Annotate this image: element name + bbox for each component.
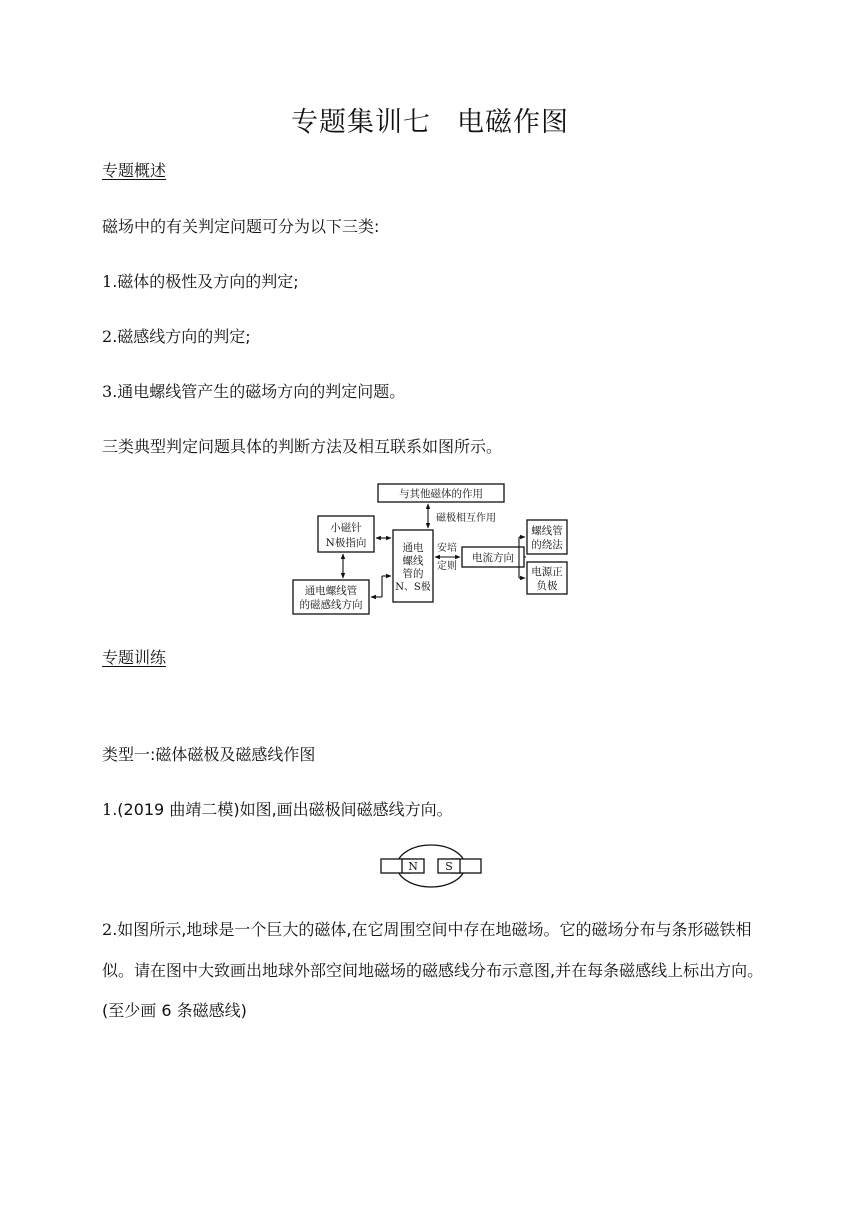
item-text: .磁感线方向的判定; (112, 327, 251, 346)
item-number: 1 (102, 272, 113, 291)
text-poles-4: N、S极 (395, 582, 431, 593)
text-compass-2: N极指向 (325, 537, 367, 549)
text-source-2: 负极 (536, 580, 558, 592)
n-pole-label: N (408, 860, 418, 873)
text-current: 电流方向 (472, 552, 514, 564)
question-2-line-2: 似。请在图中大致画出地球外部空间地磁场的磁感线分布示意图,并在每条磁感线上标出方向。 (102, 961, 764, 980)
overview-item-3 (102, 379, 405, 402)
text-poles-2: 螺线 (402, 555, 424, 567)
text-ampere-2: 定则 (437, 561, 457, 572)
text-other-magnet: 与其他磁体的作用 (399, 488, 483, 500)
question-1 (102, 797, 453, 820)
text-poles-1: 通电 (402, 542, 424, 554)
overview-intro: 磁场中的有关判定问题可分为以下三类: (102, 217, 380, 236)
text-ampere-1: 安培 (437, 543, 457, 554)
question-2-line-1 (102, 917, 751, 940)
overview-item-1 (102, 269, 299, 292)
overview-summary: 三类典型判定问题具体的判断方法及相互联系如图所示。 (102, 437, 503, 456)
text-compass-1: 小磁针 (330, 522, 362, 534)
text-source-1: 电源正 (531, 566, 563, 578)
overview-heading: 专题概述 (102, 161, 167, 180)
text-interaction: 磁极相互作用 (436, 513, 496, 524)
question-2-line-3: (至少画 6 条磁感线) (102, 1001, 247, 1020)
question-text: .如图所示,地球是一个巨大的磁体,在它周围空间中存在地磁场。它的磁场分布与条形磁铁相 (112, 920, 752, 939)
s-pole-label: S (445, 860, 453, 873)
overview-item-2 (102, 324, 251, 347)
relationship-flowchart (290, 480, 572, 618)
item-text: .磁体的极性及方向的判定; (112, 272, 299, 291)
text-poles-3: 管的 (402, 568, 424, 580)
text-winding-2: 的绕法 (531, 539, 563, 551)
question-number: 1 (102, 800, 113, 819)
item-number: 2 (102, 327, 113, 346)
question-text: .(2019 曲靖二模)如图,画出磁极间磁感线方向。 (112, 800, 453, 819)
magnet-poles-figure (378, 840, 484, 892)
text-solenoid-field-2: 的磁感线方向 (299, 599, 363, 611)
question-number: 2 (102, 920, 113, 939)
item-text: .通电螺线管产生的磁场方向的判定问题。 (112, 382, 406, 401)
title-topic: 电磁作图 (457, 107, 569, 138)
text-solenoid-field-1: 通电螺线管 (304, 585, 358, 597)
text-winding-1: 螺线管 (531, 525, 563, 537)
page-title (0, 100, 860, 139)
title-main: 专题集训七 (291, 107, 431, 138)
training-heading: 专题训练 (102, 648, 167, 667)
item-number: 3 (102, 382, 113, 401)
type-one-heading: 类型一:磁体磁极及磁感线作图 (102, 745, 316, 764)
